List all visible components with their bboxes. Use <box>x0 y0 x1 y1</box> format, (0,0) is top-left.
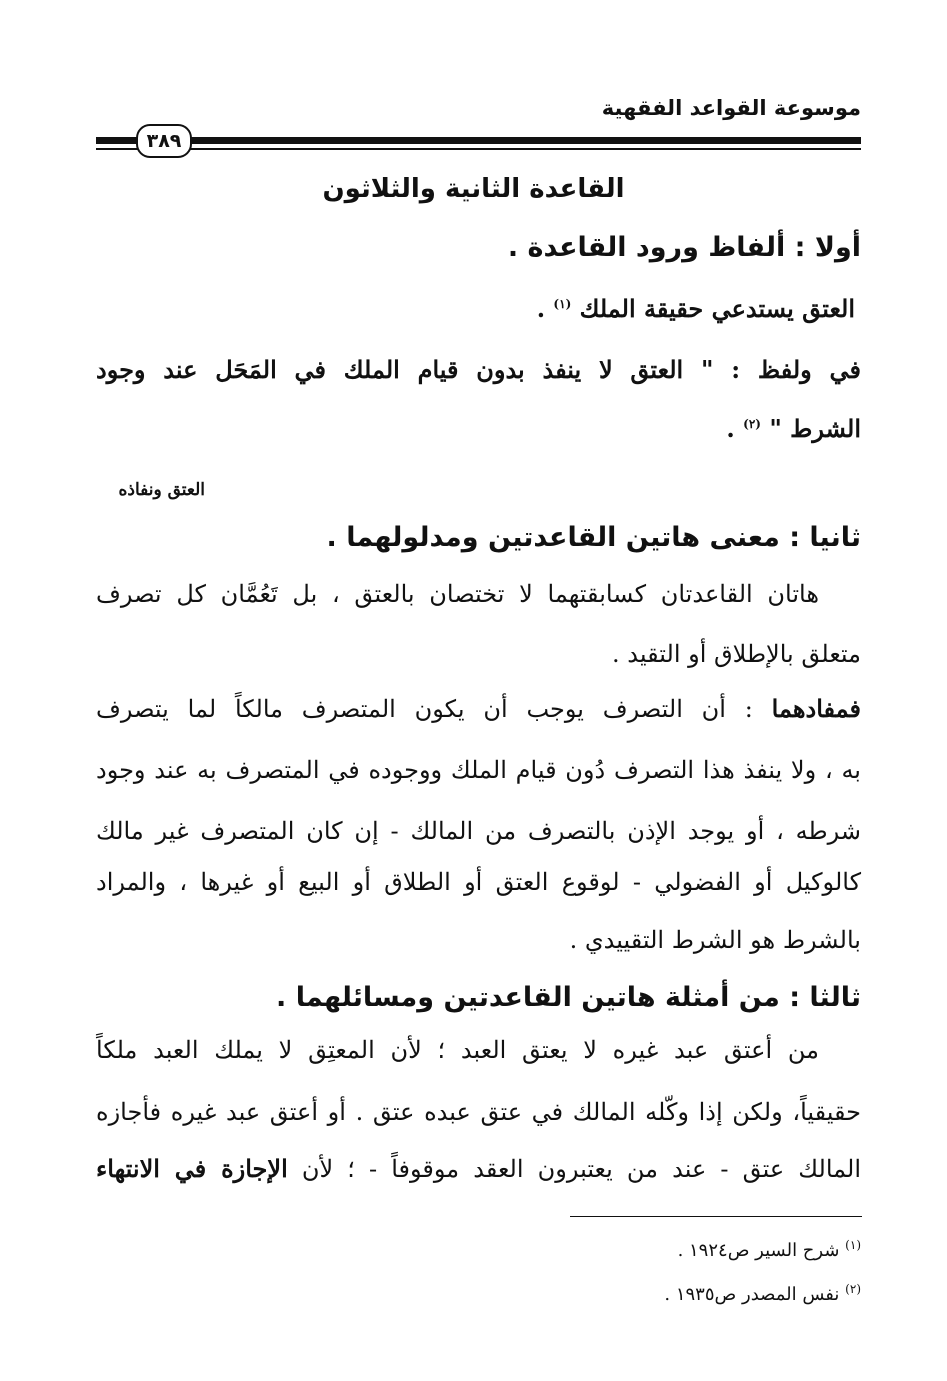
section-heading-1: أولا : ألفاظ ورود القاعدة . <box>507 232 861 263</box>
alt-wording-text: الشرط " <box>769 414 861 443</box>
header-rule-thick <box>190 137 861 144</box>
paragraph-line: به ، ولا ينفذ هذا التصرف دُون قيام الملك ووجوده في المتصرف به عند وجود <box>96 756 861 784</box>
header-rule-left-thick <box>96 137 140 144</box>
paragraph-line: هاتان القاعدتان كسابقتهما لا تختصان بالعتق ، بل تَعُمَّان كل تصرف <box>96 580 819 608</box>
footnote-2-ref: (٢) <box>845 1282 861 1296</box>
footnote-2-text: نفس المصدر ص١٩٣٥ . <box>664 1284 840 1305</box>
paragraph-line: حقيقياً، ولكن إذا وكّله المالك في عتق عبده عتق . أو أعتق عبد غيره فأجازه <box>96 1098 861 1126</box>
paragraph-line-plain: المالك عتق - عند من يعتبرون العقد موقوفاً - ؛ لأن <box>301 1155 861 1183</box>
header-rule-thin <box>190 148 861 150</box>
paragraph-line: شرطه ، أو يوجد الإذن بالتصرف من المالك - إن كان المتصرف غير مالك <box>96 817 861 845</box>
footnote-1 <box>678 1238 861 1261</box>
footnote-2 <box>664 1282 861 1305</box>
paragraph-line <box>96 1154 861 1183</box>
lead-word: فمفادهما <box>771 694 861 723</box>
margin-note: العتق ونفاذه <box>118 480 205 500</box>
alt-wording-end: . <box>726 414 735 443</box>
paragraph-line: بالشرط هو الشرط التقييدي . <box>569 926 861 954</box>
rule-statement-text: العتق يستدعي حقيقة الملك <box>579 294 855 323</box>
paragraph-line: من أعتق عبد غيره لا يعتق العبد ؛ لأن المعتِق لا يملك العبد ملكاً <box>96 1036 819 1064</box>
rule-statement-end: . <box>536 294 546 323</box>
footnote-ref-2: (٢) <box>743 417 761 431</box>
running-title: موسوعة القواعد الفقهية <box>601 96 861 120</box>
rule-title: القاعدة الثانية والثلاثون <box>322 174 625 204</box>
section-heading-3: ثالثا : من أمثلة هاتين القاعدتين ومسائلهما . <box>276 982 861 1013</box>
footnote-ref-1: (١) <box>553 297 572 311</box>
paragraph-line: كالوكيل أو الفضولي - لوقوع العتق أو الطلاق أو البيع أو غيرها ، والمراد <box>96 868 861 896</box>
footnote-separator <box>570 1216 862 1217</box>
rule-statement <box>537 294 855 323</box>
paragraph-line <box>96 694 861 723</box>
page-number: ٣٨٩ <box>136 124 192 158</box>
alt-wording-line-1: في ولفظ : " العتق لا ينفذ بدون قيام الملك في المَحَل عند وجود <box>96 355 861 384</box>
footnote-1-text: شرح السير ص١٩٢٤ . <box>677 1240 840 1261</box>
paragraph-line-rest: : أن التصرف يوجب أن يكون المتصرف مالكاً لما يتصرف <box>96 695 753 723</box>
alt-wording-line-2 <box>726 414 861 443</box>
header-rule-left-thin <box>96 148 140 150</box>
footnote-1-ref: (١) <box>845 1238 861 1252</box>
section-heading-2: ثانيا : معنى هاتين القاعدتين ومدلولهما . <box>326 522 861 553</box>
paragraph-line: متعلق بالإطلاق أو التقيد . <box>612 640 861 668</box>
paragraph-line-bold: الإجازة في الانتهاء <box>96 1154 288 1183</box>
